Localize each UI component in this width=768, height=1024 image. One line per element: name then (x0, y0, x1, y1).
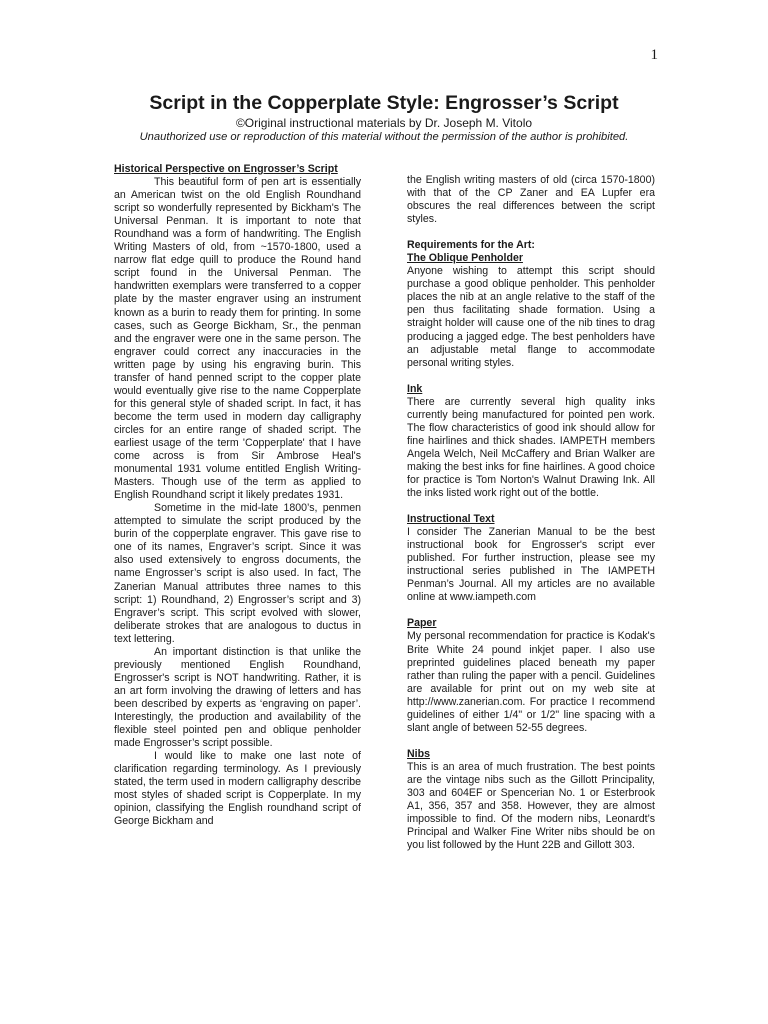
section-text-nibs: This is an area of much frustration. The best points are the vintage nibs such as the Gillott Principality, 303 and 604EF or Spencerian No. 1 or Esterbrook A1, 356, 357 and 358. However, they are almost impossible to find. Of the modern nibs, Leonardt’s Principal and Walker Fine Writer nibs should be on you list followed by the Hunt 22B and Gillott 303. (407, 760, 655, 852)
author-credit: ©Original instructional materials by Dr. Joseph M. Vitolo (235, 116, 533, 130)
left-paragraph: This beautiful form of pen art is essentially an American twist on the old English Roundhand script so wonderfully represented by Bickham's The Universal Penman. It is important to note that Roundhand was a form of handwriting. The English Writing Masters of old, from ~1570-1800, used a narrow flat edge quill to produce the Round hand script found in the Universal Penman. The handwritten exemplars were transferred to a copper plate by the master engraver using an instrument known as a burin to ready them for printing. In some cases, such as George Bickham, Sr., the penman and the engraver were one in the same person. The engraver could correct any inaccuracies in the written page by using his engraving burin. This transfer of hand penned script to the copper plate would eventually give rise to the name Copperplate for this general style of shaded script. In fact, it has become the term used in modern day calligraphy circles for an entire range of shaded script. The earliest usage of the term 'Copperplate' that I have come across is from Sir Ambrose Heal's monumental 1931 volume entitled English Writing-Masters. Though use of the term as applied to English Roundhand script it likely predates 1931. (114, 176, 361, 502)
section-heading-ink: Ink (407, 382, 423, 395)
section-text-instructional-text: I consider The Zanerian Manual to be the best instructional book for Engrosser's script ever published. For further instruction, please see my instructional series published in The IAMPETH Penman’s Journal. All my articles are no available online at www.iampeth.com (407, 526, 655, 604)
left-paragraph: An important distinction is that unlike the previously mentioned English Roundhand, Engrosser's script is NOT handwriting. Rather, it is an art form involving the drawing of letters and has been described by experts as ‘engraving on paper’. Interestingly, the production and availability of the flexible steel pointed pen and oblique penholder made Engrosser’s script possible. (114, 645, 361, 750)
copyright-warning: Unauthorized use or reproduction of this material without the permission of the author is prohibited. (139, 131, 629, 143)
left-column (114, 163, 361, 828)
section-heading-paper: Paper (407, 617, 437, 630)
right-column (407, 174, 655, 852)
page-number: 1 (650, 47, 658, 63)
section-heading-instructional-text: Instructional Text (407, 513, 495, 526)
historical-perspective-heading: Historical Perspective on Engrosser’s Script (114, 163, 338, 175)
continuation-paragraph: the English writing masters of old (circa 1570-1800) with that of the CP Zaner and EA Lupfer era obscures the real differences between the script styles. (407, 174, 655, 226)
section-text-penholder: Anyone wishing to attempt this script should purchase a good oblique penholder. This penholder places the nib at an angle relative to the staff of the pen thus facilitating shade formation. Using a straight holder will cause one of the nib tines to drag producing a jagged edge. The best penholders have an adjustable metal flange to accommodate personal writing styles. (407, 265, 655, 369)
document-title: Script in the Copperplate Style: Engrosser’s Script (149, 92, 619, 114)
requirements-heading: Requirements for the Art: (407, 239, 535, 252)
left-paragraph: I would like to make one last note of clarification regarding terminology. As I previously stated, the term used in modern calligraphy describe most styles of shaded script is Copperplate. In my opinion, classifying the English roundhand script of George Bickham and (114, 750, 361, 828)
section-heading-penholder: The Oblique Penholder (407, 252, 523, 265)
section-heading-nibs: Nibs (407, 747, 430, 760)
section-text-ink: There are currently several high quality inks currently being manufactured for pointed pen work. The flow characteristics of good ink should allow for fine hairlines and thick shades. IAMPETH members Angela Welch, Neil McCaffery and Brian Walker are making the best inks for fine hairlines. A good choice for practice is Tom Norton's Walnut Drawing Ink. All the inks listed work right out of the bottle. (407, 395, 655, 500)
section-text-paper: My personal recommendation for practice is Kodak's Brite White 24 pound inkjet paper. I also use preprinted guidelines placed beneath my paper rather than ruling the paper with a pencil. Guidelines are available for print out on my web site at http://www.zanerian.com. For practice I recommend guidelines of either 1/4" or 1/2" line spacing with a slant angle of between 52-55 degrees. (407, 630, 655, 734)
left-paragraph: Sometime in the mid-late 1800’s, penmen attempted to simulate the script produced by the burin of the copperplate engraver. This gave rise to one of its names, Engraver’s script. Since it was also used extensively to engross documents, the name Engrosser’s script is also used. In fact, The Zanerian Manual attributes three names to this script: 1) Roundhand, 2) Engrosser’s script and 3) Engraver’s script. This script evolved with slower, deliberate strokes that are analogous to ductus in text lettering. (114, 502, 361, 645)
